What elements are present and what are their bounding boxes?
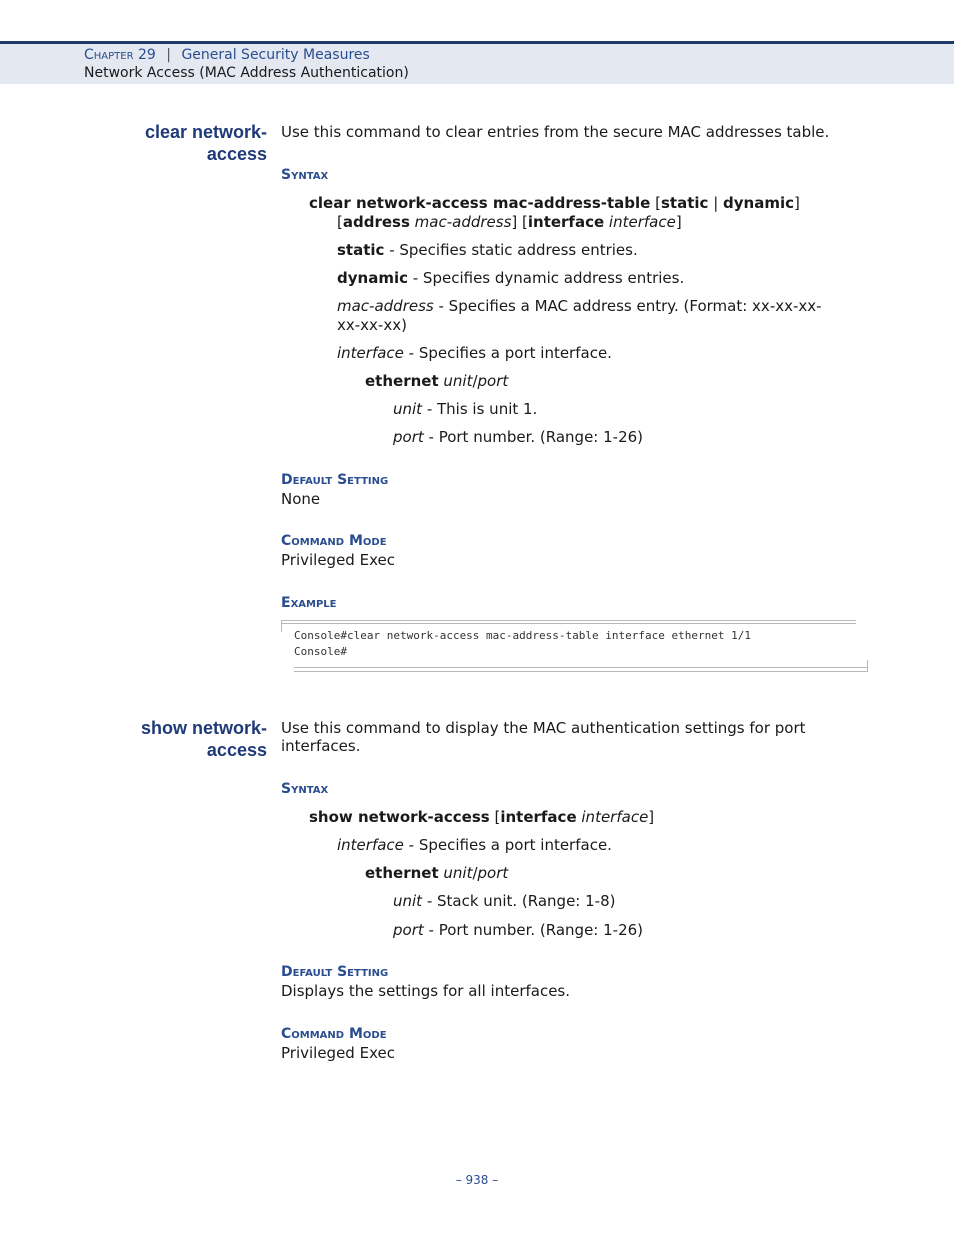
code-border	[281, 620, 856, 621]
show-title-line1: show network-	[140, 718, 267, 738]
show-syntax-line	[309, 808, 654, 827]
param-name: interface	[337, 836, 404, 854]
clear-default-value: None	[281, 490, 321, 508]
param-interface	[337, 344, 612, 363]
arg-interface: interface	[576, 808, 649, 826]
param-name: port	[393, 921, 424, 939]
bracket: [	[650, 194, 661, 212]
param-desc: - Port number. (Range: 1-26)	[423, 921, 644, 939]
param-name: mac-address	[337, 297, 434, 315]
param-desc: - Port number. (Range: 1-26)	[423, 428, 644, 446]
page-header	[0, 41, 954, 84]
slash: /	[472, 372, 478, 390]
kw-ethernet: ethernet	[365, 372, 439, 390]
arg-interface: interface	[604, 213, 676, 231]
show-default-heading: Default Setting	[281, 964, 389, 980]
arg-port: port	[477, 864, 509, 882]
param-dynamic	[337, 269, 684, 288]
show-param-unit	[393, 892, 615, 911]
param-name: unit	[393, 400, 423, 418]
show-param-port	[393, 921, 643, 940]
param-desc: - Specifies dynamic address entries.	[407, 269, 685, 287]
param-name: static	[337, 241, 385, 259]
kw-dynamic: dynamic	[723, 194, 794, 212]
param-desc: - This is unit 1.	[422, 400, 538, 418]
bracket: ]	[794, 194, 800, 212]
kw-interface: interface	[500, 808, 577, 826]
show-description-line2: interfaces.	[281, 737, 361, 755]
param-desc: - Specifies static address entries.	[384, 241, 638, 259]
code-border	[281, 623, 856, 624]
arg-unit: unit	[443, 372, 473, 390]
bracket: [	[489, 808, 501, 826]
param-desc: - Specifies a port interface.	[403, 344, 612, 362]
clear-title-line1: clear network-	[144, 122, 267, 142]
param-mac-address-cont: xx-xx-xx)	[337, 316, 407, 334]
clear-syntax-heading: Syntax	[281, 167, 329, 183]
kw-static: static	[660, 194, 709, 212]
code-border	[867, 660, 868, 672]
show-syntax-heading: Syntax	[281, 781, 329, 797]
chapter-title: General Security Measures	[181, 47, 370, 63]
bracket: [	[337, 213, 343, 231]
arg-unit: unit	[443, 864, 473, 882]
param-static	[337, 241, 638, 260]
pipe: |	[708, 194, 724, 212]
show-mode-value: Privileged Exec	[281, 1044, 395, 1062]
code-border	[281, 620, 282, 632]
param-mac-address	[337, 297, 822, 316]
param-name: interface	[337, 344, 404, 362]
code-line: Console#	[294, 645, 347, 658]
param-name: dynamic	[337, 269, 408, 287]
param-desc: - Specifies a port interface.	[403, 836, 612, 854]
header-chapter-line	[84, 47, 370, 63]
slash: /	[472, 864, 478, 882]
bracket: ]	[675, 213, 682, 231]
show-ethernet-syntax	[365, 864, 508, 883]
param-unit	[393, 400, 537, 419]
code-border	[294, 671, 868, 672]
param-desc: - Stack unit. (Range: 1-8)	[422, 892, 616, 910]
kw-ethernet: ethernet	[365, 864, 439, 882]
header-separator: |	[166, 47, 171, 63]
param-name: port	[393, 428, 424, 446]
page-number: – 938 –	[455, 1173, 499, 1187]
show-syntax-cmd: show network-access	[309, 808, 490, 826]
clear-default-heading: Default Setting	[281, 472, 389, 488]
clear-syntax-line1	[309, 194, 800, 213]
clear-command-title	[67, 121, 267, 165]
kw-interface: interface	[527, 213, 605, 231]
clear-title-line2: access	[206, 144, 267, 164]
clear-mode-heading: Command Mode	[281, 533, 387, 549]
arg-mac-address: mac-address	[409, 213, 512, 231]
clear-mode-value: Privileged Exec	[281, 551, 395, 569]
show-param-interface	[337, 836, 612, 855]
clear-description: Use this command to clear entries from the secure MAC addresses table.	[281, 123, 830, 141]
kw-address: address	[342, 213, 410, 231]
param-port	[393, 428, 643, 447]
bracket: ]	[648, 808, 655, 826]
code-line: Console#clear network-access mac-address-table interface ethernet 1/1	[294, 629, 751, 642]
ethernet-syntax	[365, 372, 508, 391]
code-border	[294, 667, 868, 668]
show-description-line1: Use this command to display the MAC authentication settings for port	[281, 719, 806, 737]
param-name: unit	[393, 892, 423, 910]
clear-syntax-cmd: clear network-access mac-address-table	[309, 194, 651, 212]
clear-syntax-line2	[337, 213, 682, 232]
chapter-label: Chapter 29	[84, 47, 156, 63]
example-code-box	[281, 620, 868, 673]
header-subtitle: Network Access (MAC Address Authentication)	[84, 65, 409, 81]
arg-port: port	[477, 372, 509, 390]
clear-example-heading: Example	[281, 595, 337, 611]
param-desc: - Specifies a MAC address entry. (Format: xx-xx-xx-	[433, 297, 822, 315]
show-title-line2: access	[206, 740, 267, 760]
show-mode-heading: Command Mode	[281, 1026, 387, 1042]
show-default-value: Displays the settings for all interfaces.	[281, 982, 571, 1000]
bracket: ] [	[511, 213, 528, 231]
show-command-title	[67, 717, 267, 761]
